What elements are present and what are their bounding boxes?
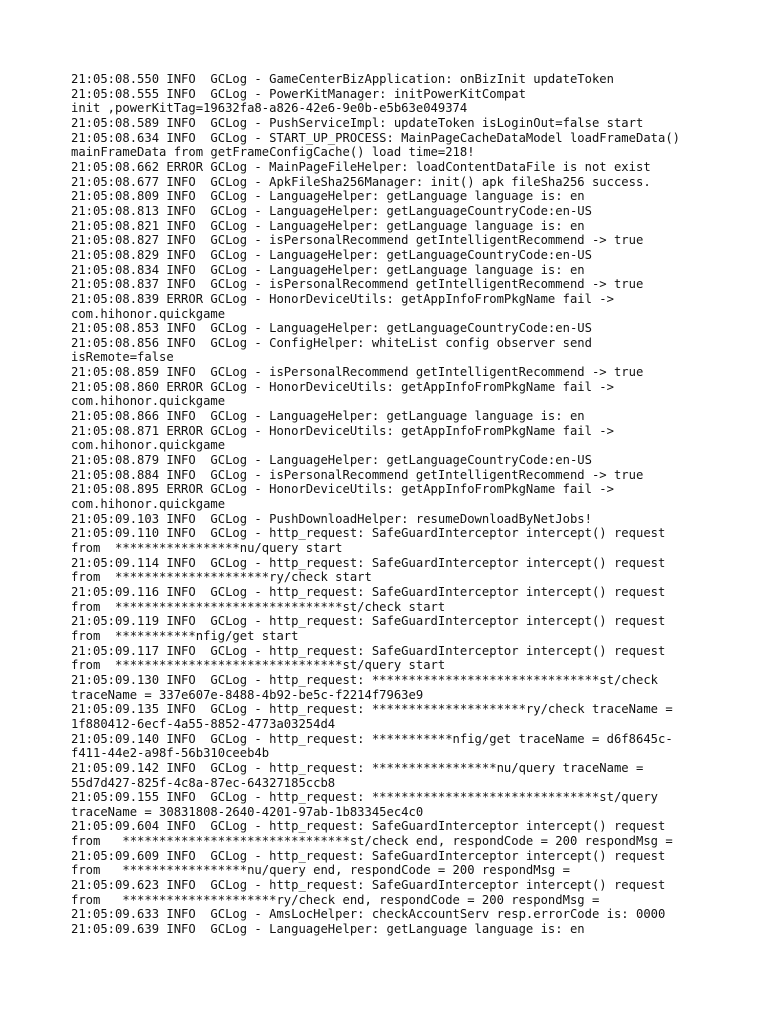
log-line: mainFrameData from getFrameConfigCache() load time=218! [71, 145, 475, 160]
log-line: 21:05:08.827 INFO GCLog - isPersonalRecommend getIntelligentRecommend -> true [71, 233, 644, 248]
log-line: 21:05:09.140 INFO GCLog - http_request: ***********nfig/get traceName = d6f8645c- [71, 731, 673, 746]
log-line: isRemote=false [71, 350, 174, 365]
log-line: 21:05:08.871 ERROR GCLog - HonorDeviceUtils: getAppInfoFromPkgName fail -> [71, 423, 614, 438]
log-line: 21:05:08.813 INFO GCLog - LanguageHelper: getLanguageCountryCode:en-US [71, 203, 592, 218]
log-line: traceName = 337e607e-8488-4b92-be5c-f2214f7963e9 [71, 687, 424, 702]
log-line: com.hihonor.quickgame [71, 497, 226, 512]
log-line: traceName = 30831808-2640-4201-97ab-1b83345ec4c0 [71, 804, 424, 819]
log-line: 21:05:09.110 INFO GCLog - http_request: SafeGuardInterceptor intercept() request [71, 526, 666, 541]
log-line: from *********************ry/check start [71, 570, 372, 585]
log-line: 21:05:09.609 INFO GCLog - http_request: SafeGuardInterceptor intercept() request [71, 848, 666, 863]
log-line: 21:05:09.103 INFO GCLog - PushDownloadHelper: resumeDownloadByNetJobs! [71, 511, 592, 526]
log-line: 21:05:09.116 INFO GCLog - http_request: SafeGuardInterceptor intercept() request [71, 584, 666, 599]
log-line: 21:05:08.550 INFO GCLog - GameCenterBizApplication: onBizInit updateToken [71, 72, 614, 86]
log-line: 21:05:08.895 ERROR GCLog - HonorDeviceUtils: getAppInfoFromPkgName fail -> [71, 482, 614, 497]
log-line: 21:05:08.853 INFO GCLog - LanguageHelper: getLanguageCountryCode:en-US [71, 321, 592, 336]
log-line: 21:05:08.555 INFO GCLog - PowerKitManager: initPowerKitCompat [71, 86, 526, 101]
log-line: 21:05:08.809 INFO GCLog - LanguageHelper: getLanguage language is: en [71, 189, 585, 204]
log-line: 1f880412-6ecf-4a55-8852-4773a03254d4 [71, 716, 336, 731]
log-line: from *******************************st/check end, respondCode = 200 respondMsg = [71, 834, 673, 849]
log-line: 21:05:08.837 INFO GCLog - isPersonalRecommend getIntelligentRecommend -> true [71, 277, 644, 292]
log-line: 21:05:09.623 INFO GCLog - http_request: SafeGuardInterceptor intercept() request [71, 878, 666, 893]
log-line: 21:05:09.130 INFO GCLog - http_request: *******************************st/check [71, 672, 658, 687]
log-line: com.hihonor.quickgame [71, 306, 226, 321]
log-line: from ***********nfig/get start [71, 628, 299, 643]
log-line: 21:05:08.866 INFO GCLog - LanguageHelper: getLanguage language is: en [71, 409, 585, 424]
log-line: 21:05:09.604 INFO GCLog - http_request: SafeGuardInterceptor intercept() request [71, 819, 666, 834]
log-line: 21:05:09.135 INFO GCLog - http_request: *********************ry/check traceName = [71, 702, 673, 717]
log-line: 21:05:09.114 INFO GCLog - http_request: SafeGuardInterceptor intercept() request [71, 555, 666, 570]
log-line: from *********************ry/check end, respondCode = 200 respondMsg = [71, 892, 600, 907]
log-line: 21:05:08.884 INFO GCLog - isPersonalRecommend getIntelligentRecommend -> true [71, 467, 644, 482]
log-line: com.hihonor.quickgame [71, 394, 226, 409]
log-line: 21:05:08.677 INFO GCLog - ApkFileSha256Manager: init() apk fileSha256 success. [71, 174, 651, 189]
log-line: 21:05:08.834 INFO GCLog - LanguageHelper: getLanguage language is: en [71, 262, 585, 277]
log-line: from *******************************st/check start [71, 599, 446, 614]
log-line: 21:05:08.859 INFO GCLog - isPersonalRecommend getIntelligentRecommend -> true [71, 365, 644, 380]
log-line: from *****************nu/query start [71, 541, 343, 555]
log-line: 21:05:08.856 INFO GCLog - ConfigHelper: whiteList config observer send [71, 335, 592, 350]
log-line: init ,powerKitTag=19632fa8-a826-42e6-9e0b-e5b63e049374 [71, 101, 468, 116]
log-line: 21:05:09.639 INFO GCLog - LanguageHelper: getLanguage language is: en [71, 922, 585, 937]
log-line: 21:05:08.821 INFO GCLog - LanguageHelper: getLanguage language is: en [71, 218, 585, 233]
log-line: from *******************************st/query start [71, 658, 446, 673]
log-line: 21:05:09.155 INFO GCLog - http_request: *******************************st/query [71, 790, 658, 805]
log-line: 55d7d427-825f-4c8a-87ec-64327185ccb8 [71, 775, 336, 790]
log-line: 21:05:08.860 ERROR GCLog - HonorDeviceUtils: getAppInfoFromPkgName fail -> [71, 379, 614, 394]
log-line: 21:05:08.839 ERROR GCLog - HonorDeviceUtils: getAppInfoFromPkgName fail -> [71, 291, 614, 306]
log-line: 21:05:09.119 INFO GCLog - http_request: SafeGuardInterceptor intercept() request [71, 614, 666, 629]
log-line: 21:05:08.879 INFO GCLog - LanguageHelper: getLanguageCountryCode:en-US [71, 453, 592, 468]
log-line: 21:05:09.633 INFO GCLog - AmsLocHelper: checkAccountServ resp.errorCode is: 0000 [71, 907, 666, 922]
log-text-block [71, 72, 711, 937]
log-line: 21:05:09.117 INFO GCLog - http_request: SafeGuardInterceptor intercept() request [71, 643, 666, 658]
log-line: 21:05:08.589 INFO GCLog - PushServiceImpl: updateToken isLoginOut=false start [71, 115, 644, 130]
log-line: 21:05:08.662 ERROR GCLog - MainPageFileHelper: loadContentDataFile is not exist [71, 159, 651, 174]
log-line: f411-44e2-a98f-56b310ceeb4b [71, 746, 270, 761]
log-line: com.hihonor.quickgame [71, 438, 226, 453]
log-line: from *****************nu/query end, respondCode = 200 respondMsg = [71, 863, 570, 878]
log-line: 21:05:08.634 INFO GCLog - START_UP_PROCESS: MainPageCacheDataModel loadFrameData() [71, 130, 681, 145]
log-line: 21:05:09.142 INFO GCLog - http_request: *****************nu/query traceName = [71, 760, 644, 775]
log-line: 21:05:08.829 INFO GCLog - LanguageHelper: getLanguageCountryCode:en-US [71, 247, 592, 262]
